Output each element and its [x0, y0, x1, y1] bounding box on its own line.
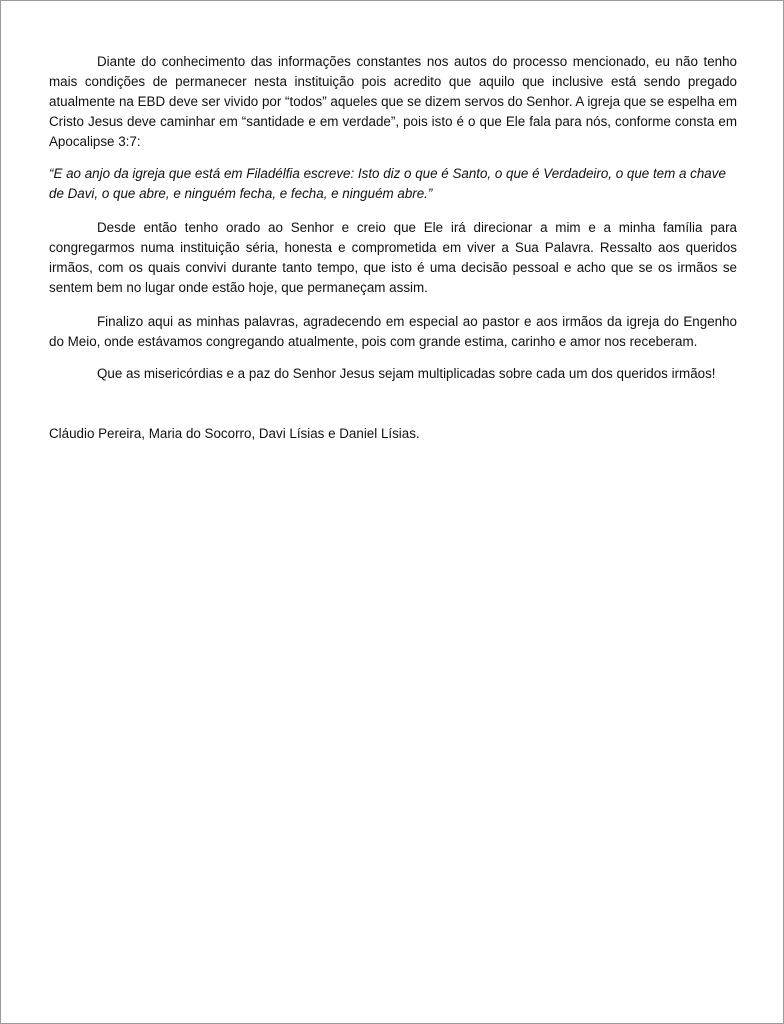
letter-body [49, 52, 737, 444]
paragraph-blessing: Que as misericórdias e a paz do Senhor Jesus sejam multiplicadas sobre cada um dos queridos irmãos! [97, 366, 716, 381]
paragraph-intro: Diante do conhecimento das informações constantes nos autos do processo mencionado, eu não tenho mais condições de permanecer nesta instituição pois acredito que aquilo que inclusive está sendo pregado atualmente na EBD deve ser vivido por “todos” aqueles que se dizem servos do Senhor. A igreja que se espelha em Cristo Jesus deve caminhar em “santidade e em verdade”, pois isto é o que Ele fala para nós, conforme consta em Apocalipse 3:7: [49, 54, 737, 149]
bible-quote: “E ao anjo da igreja que está em Filadélfia escreve: Isto diz o que é Santo, o que é Verdadeiro, o que tem a chave de Davi, o que abre, e ninguém fecha, e fecha, e ninguém abre.” [49, 166, 726, 201]
paragraph-closing: Finalizo aqui as minhas palavras, agradecendo em especial ao pastor e aos irmãos da igreja do Engenho do Meio, onde estávamos congregando atualmente, pois com grande estima, carinho e amor nos receberam. [49, 314, 737, 349]
paragraph-prayer: Desde então tenho orado ao Senhor e creio que Ele irá direcionar a mim e a minha família para congregarmos numa instituição séria, honesta e comprometida em viver a Sua Palavra. Ressalto aos queridos irmãos, com os quais convivi durante tanto tempo, que isto é uma decisão pessoal e acho que se os irmãos se sentem bem no lugar onde estão hoje, que permaneçam assim. [49, 220, 737, 295]
signature-line: Cláudio Pereira, Maria do Socorro, Davi Lísias e Daniel Lísias. [49, 426, 420, 441]
